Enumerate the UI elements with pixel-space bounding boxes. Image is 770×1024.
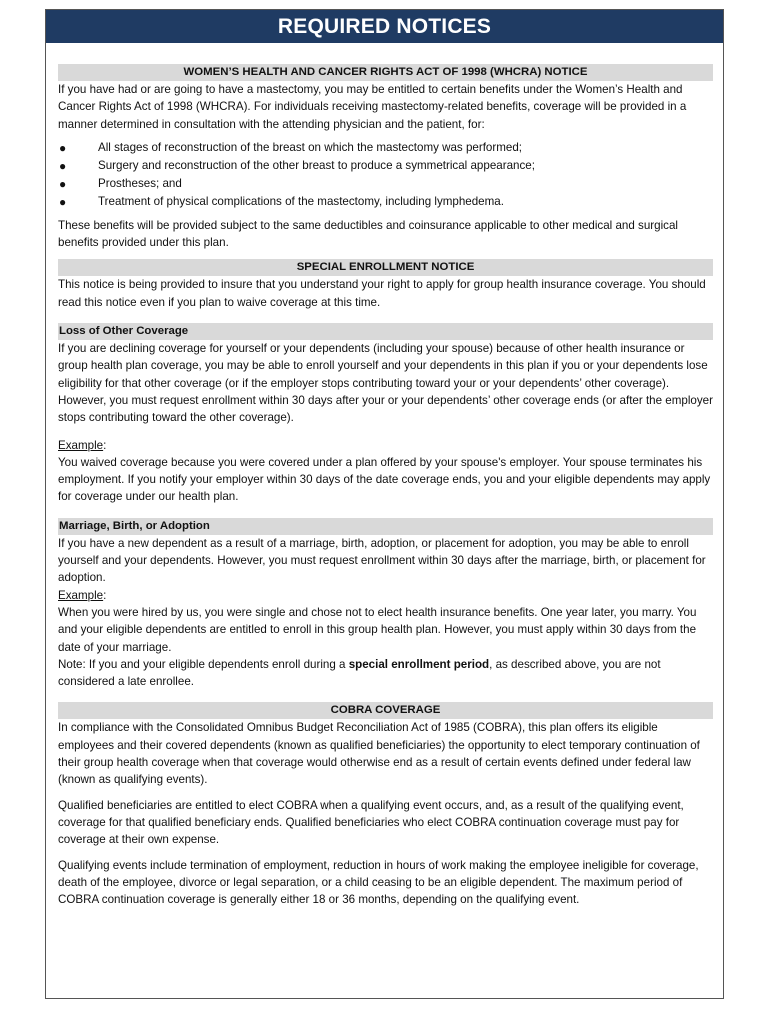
bullet-icon: ● [59,194,67,209]
special-enrollment-heading: SPECIAL ENROLLMENT NOTICE [58,259,713,276]
special-enrollment-intro: This notice is being provided to insure that you understand your right to apply for group health insurance coverage. You should read this notice even if you plan to waive coverage at this time. [58,278,706,309]
bullet-icon: ● [59,176,67,191]
marriage-body: If you have a new dependent as a result of a marriage, birth, adoption, or placement for adoption, you may be able to enroll yourself and your dependents. However, you must request enrollment within 30 days after the marriage, birth, or placement for adoption. [58,536,706,585]
whcra-closing: These benefits will be provided subject to the same deductibles and coinsurance applicable to other medical and surgical benefits provided under this plan. [58,218,678,250]
list-item: ● Treatment of physical complications of the mastectomy, including lymphedema. [59,194,504,209]
cobra-paragraph-2: Qualified beneficiaries are entitled to elect COBRA when a qualifying event occurs, and, as a result of the qualifying event, coverage for that qualified beneficiary ends. Qualified beneficiaries who elect COBRA continuation coverage must pay for coverage at their own expense. [58,798,684,847]
whcra-heading: WOMEN’S HEALTH AND CANCER RIGHTS ACT OF 1998 (WHCRA) NOTICE [58,64,713,81]
whcra-intro: If you have had or are going to have a mastectomy, you may be entitled to certain benefits under the Women’s Health and Cancer Rights Act of 1998 (WHCRA). For individuals receiving mastectomy-related benefits, coverage will be provided in a manner determined in consultation with the attending physician and the patient, for: [58,83,687,131]
loss-example-body: You waived coverage because you were covered under a plan offered by your spouse's employer. Your spouse terminates his employment. If you notify your employer within 30 days of the date coverage ends, you and your eligible dependents may apply for coverage under our health plan. [58,455,711,504]
list-item: ● Prostheses; and [59,176,182,191]
cobra-paragraph-1: In compliance with the Consolidated Omnibus Budget Reconciliation Act of 1985 (COBRA), this plan offers its eligible employees and their covered dependents (known as qualified beneficiaries) the opportunity to elect temporary continuation of their group health coverage when that coverage would otherwise end as a result of certain events defined under federal law (known as qualifying events). [58,721,700,787]
loss-example-label: Example: [58,438,107,452]
marriage-note: Note: If you and your eligible dependents enroll during a special enrollment period, as described above, you are not considered a late enrollee. [58,657,661,689]
list-item: ● Surgery and reconstruction of the other breast to produce a symmetrical appearance; [59,158,535,173]
special-enrollment-period-term: special enrollment period [348,657,490,671]
list-item: ● All stages of reconstruction of the breast on which the mastectomy was performed; [59,140,523,155]
whcra-bullet-list [58,139,713,211]
loss-of-coverage-heading: Loss of Other Coverage [58,323,713,340]
marriage-example-label: Example: [58,588,107,602]
notice-page-frame [45,9,724,999]
bullet-icon: ● [59,140,67,155]
page-title: REQUIRED NOTICES [46,10,723,43]
loss-of-coverage-body: If you are declining coverage for yourself or your dependents (including your spouse) because of other health insurance or group health plan coverage, you may be able to enroll yourself and your dependents in this plan if you or your dependents lose eligibility for that other coverage (or if the employer stops contributing toward your or your dependents’ other coverage). However, you must request enrollment within 30 days after your or your dependents’ other coverage ends (or after the employer stops contributing toward the other coverage). [58,342,713,425]
notice-content [58,64,713,908]
marriage-example-body: When you were hired by us, you were single and chose not to elect health insurance benefits. One year later, you marry. You and your eligible dependents are entitled to enroll in this group health plan. However, you must apply within 30 days from the date of your marriage. [58,605,697,654]
bullet-icon: ● [59,158,67,173]
cobra-paragraph-3: Qualifying events include termination of employment, reduction in hours of work making the employee ineligible for coverage, death of the employee, divorce or legal separation, or a child ceasing to be an eligible dependent. The maximum period of COBRA continuation coverage is generally either 18 or 36 months, depending on the qualifying event. [58,858,699,907]
marriage-birth-adoption-heading: Marriage, Birth, or Adoption [58,518,713,535]
cobra-heading: COBRA COVERAGE [58,702,713,719]
